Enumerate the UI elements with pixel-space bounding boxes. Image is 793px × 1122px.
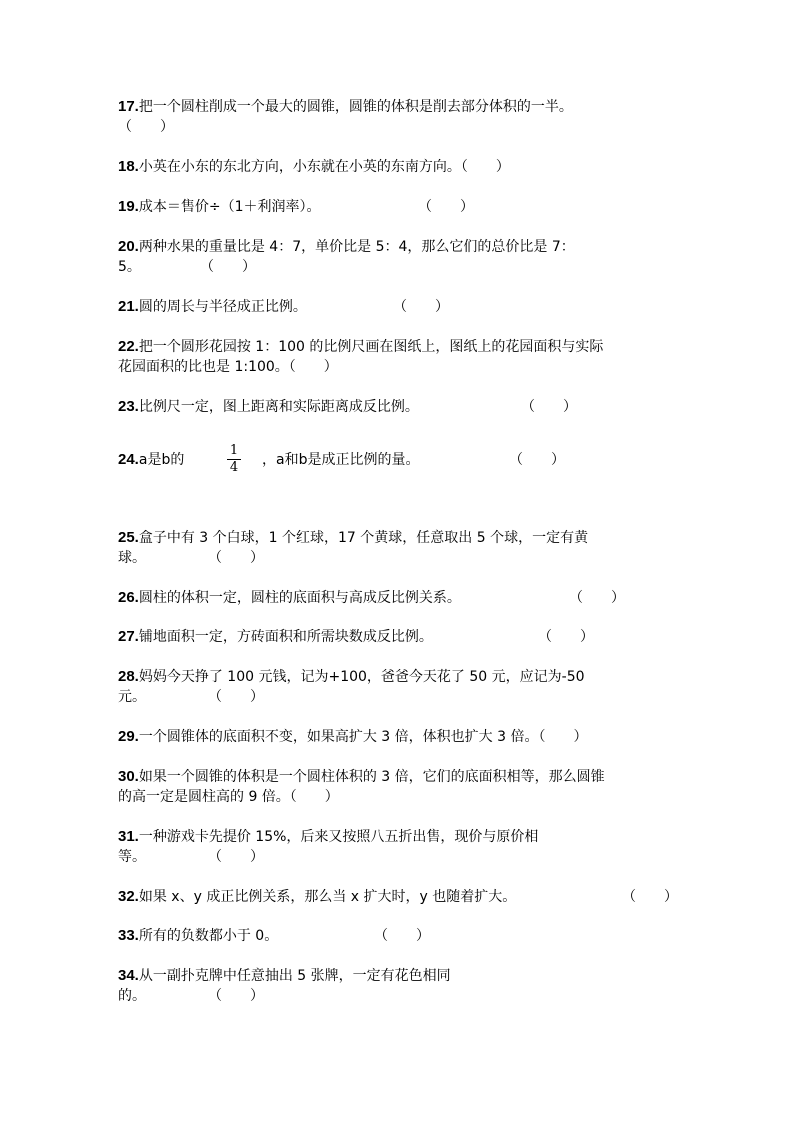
question-30 — [118, 767, 605, 787]
question-number: 19. — [118, 198, 139, 215]
question-19 — [118, 197, 321, 217]
question-text-continued: 的高一定是圆柱高的 9 倍。（ ） — [118, 789, 339, 805]
answer-blank[interactable]: （ ） — [208, 988, 264, 1004]
question-text: 把一个圆形花园按 1：100 的比例尺画在图纸上，图纸上的花园面积与实际 — [138, 339, 604, 355]
question-text: 如果一个圆锥的体积是一个圆柱体积的 3 倍，它们的底面积相等，那么圆锥 — [138, 769, 605, 785]
answer-blank[interactable]: （ ） — [374, 928, 430, 944]
answer-blank[interactable]: （ ） — [208, 550, 264, 566]
question-text-continued: 花园面积的比也是 1:100。（ ） — [118, 359, 338, 375]
question-number: 28. — [118, 668, 139, 685]
question-number: 22. — [118, 338, 139, 355]
question-number: 27. — [118, 628, 139, 645]
answer-blank[interactable]: （ ） — [569, 590, 625, 606]
answer-blank[interactable]: （ ） — [509, 452, 565, 468]
question-text: 从一副扑克牌中任意抽出 5 张牌，一定有花色相同 — [138, 968, 451, 984]
question-33 — [118, 926, 278, 946]
question-text-continued: 元。 — [118, 689, 146, 705]
question-number: 21. — [118, 298, 139, 315]
question-text: 所有的负数都小于 0。 — [138, 928, 279, 944]
answer-blank[interactable]: （ ） — [118, 119, 174, 135]
question-number: 31. — [118, 828, 139, 845]
question-number: 29. — [118, 728, 139, 745]
question-text-tail: ，a和b是成正比例的量。 — [262, 452, 420, 468]
question-text: a是b的 — [138, 452, 185, 468]
answer-blank[interactable]: （ ） — [622, 889, 678, 905]
question-text: 圆柱的体积一定，圆柱的底面积与高成反比例关系。 — [138, 590, 461, 606]
answer-blank[interactable]: （ ） — [538, 629, 594, 645]
question-text: 如果 x、y 成正比例关系，那么当 x 扩大时，y 也随着扩大。 — [138, 889, 517, 905]
question-text: 两种水果的重量比是 4：7，单价比是 5：4，那么它们的总价比是 7： — [138, 239, 575, 255]
question-text: 圆的周长与半径成正比例。 — [138, 299, 307, 315]
question-number: 34. — [118, 967, 139, 984]
question-number: 25. — [118, 529, 139, 546]
question-text: 把一个圆柱削成一个最大的圆锥，圆锥的体积是削去部分体积的一半。 — [138, 99, 573, 115]
fraction-denominator: 4 — [229, 460, 239, 475]
question-17 — [118, 97, 573, 117]
question-20 — [118, 237, 575, 257]
question-number: 17. — [118, 98, 139, 115]
question-27 — [118, 627, 433, 647]
question-29 — [118, 727, 587, 747]
question-22 — [118, 337, 603, 357]
question-text: 一个圆锥体的底面积不变，如果高扩大 3 倍，体积也扩大 3 倍。（ ） — [138, 729, 588, 745]
question-number: 33. — [118, 927, 139, 944]
question-text: 一种游戏卡先提价 15%，后来又按照八五折出售，现价与原价相 — [138, 829, 539, 845]
fraction-one-quarter — [224, 443, 244, 476]
question-text: 成本＝售价÷（1＋利润率）。 — [138, 199, 321, 215]
question-21 — [118, 297, 307, 317]
question-number: 20. — [118, 238, 139, 255]
question-25 — [118, 528, 588, 548]
question-34 — [118, 966, 451, 986]
question-28 — [118, 667, 585, 687]
answer-blank[interactable]: （ ） — [200, 259, 256, 275]
question-text: 小英在小东的东北方向，小东就在小英的东南方向。（ ） — [138, 159, 510, 175]
question-text-continued: 的。 — [118, 988, 146, 1004]
question-text-continued: 等。 — [118, 849, 146, 865]
question-number: 26. — [118, 589, 139, 606]
question-32 — [118, 887, 516, 907]
answer-blank[interactable]: （ ） — [208, 849, 264, 865]
question-number: 18. — [118, 158, 139, 175]
answer-blank[interactable]: （ ） — [208, 689, 264, 705]
question-24 — [118, 450, 184, 470]
question-number: 24. — [118, 451, 139, 468]
question-26 — [118, 588, 461, 608]
question-number: 30. — [118, 768, 139, 785]
question-text-continued: 球。 — [118, 550, 146, 566]
answer-blank[interactable]: （ ） — [418, 199, 474, 215]
question-number: 32. — [118, 888, 139, 905]
question-text: 比例尺一定，图上距离和实际距离成反比例。 — [138, 399, 419, 415]
question-text-continued: 5。 — [118, 259, 141, 275]
answer-blank[interactable]: （ ） — [521, 399, 577, 415]
question-text: 盒子中有 3 个白球，1 个红球，17 个黄球，任意取出 5 个球，一定有黄 — [138, 530, 589, 546]
question-18 — [118, 157, 510, 177]
question-23 — [118, 397, 419, 417]
question-number: 23. — [118, 398, 139, 415]
fraction-numerator: 1 — [229, 443, 239, 458]
question-31 — [118, 827, 538, 847]
question-text: 铺地面积一定，方砖面积和所需块数成反比例。 — [138, 629, 433, 645]
answer-blank[interactable]: （ ） — [393, 299, 449, 315]
question-text: 妈妈今天挣了 100 元钱，记为+100，爸爸今天花了 50 元，应记为-50 — [138, 669, 585, 685]
